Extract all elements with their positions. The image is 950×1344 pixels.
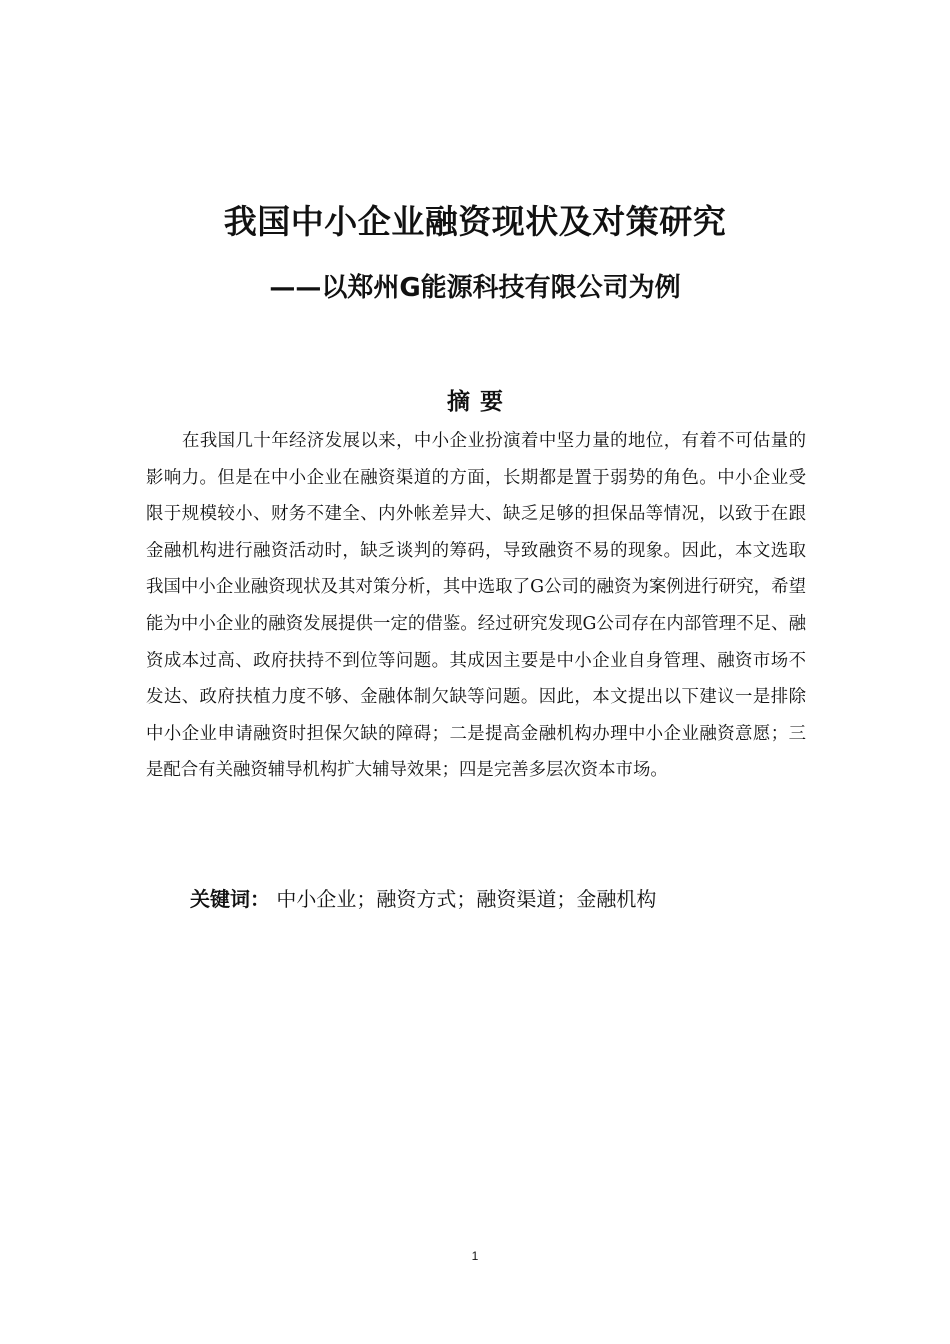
keywords-value: 中小企业；融资方式；融资渠道；金融机构: [276, 887, 657, 911]
keywords-label: 关键词：: [190, 887, 270, 911]
keywords-line: [190, 880, 810, 918]
document-title: 我国中小企业融资现状及对策研究: [223, 202, 727, 241]
abstract-body: 在我国几十年经济发展以来，中小企业扮演着中坚力量的地位，有着不可估量的影响力。但是在中小企业在融资渠道的方面，长期都是置于弱势的角色。中小企业受限于规模较小、财务不建全、内外帐差异大、缺乏足够的担保品等情况，以致于在跟金融机构进行融资活动时，缺乏谈判的筹码，导致融资不易的现象。因此，本文选取我国中小企业融资现状及其对策分析，其中选取了G公司的融资为案例进行研究，希望能为中小企业的融资发展提供一定的借鉴。经过研究发现G公司存在内部管理不足、融资成本过高、政府扶持不到位等问题。其成因主要是中小企业自身管理、融资市场不发达、政府扶植力度不够、金融体制欠缺等问题。因此，本文提出以下建议一是排除中小企业申请融资时担保欠缺的障碍；二是提高金融机构办理中小企业融资意愿；三是配合有关融资辅导机构扩大辅导效果；四是完善多层次资本市场。: [146, 431, 806, 781]
abstract-heading: 摘要: [447, 389, 513, 415]
page-number: 1: [471, 1249, 479, 1263]
document-subtitle: ——以郑州G能源科技有限公司为例: [269, 273, 681, 303]
